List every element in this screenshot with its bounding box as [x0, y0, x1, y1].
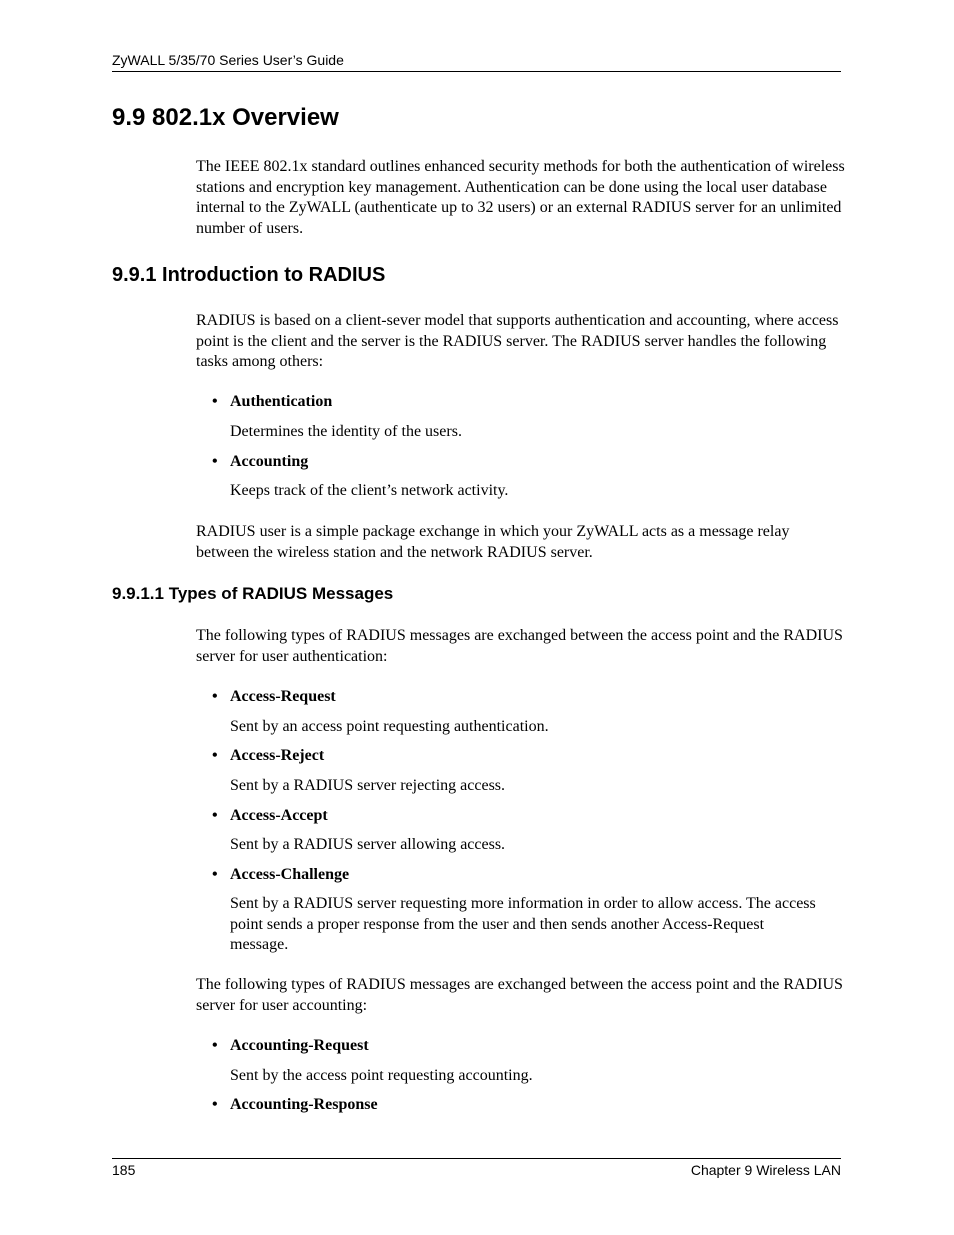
- page-number: 185: [112, 1162, 136, 1178]
- header-rule: [112, 71, 841, 72]
- section-heading-802-1x-overview: 9.9 802.1x Overview: [112, 104, 339, 131]
- acct-messages-intro: The following types of RADIUS messages are exchanged between the access point and the RADIUS server for user accounting:: [196, 976, 843, 1014]
- footer-rule: [112, 1158, 841, 1159]
- bullet-description-authentication: Determines the identity of the users.: [230, 423, 462, 440]
- bullet-dot: •: [212, 393, 218, 410]
- bullet-dot: •: [212, 807, 218, 824]
- bullet-access-request: [212, 687, 336, 707]
- bullet-term: Access-Reject: [230, 747, 325, 764]
- bullet-term: Accounting-Response: [230, 1096, 378, 1113]
- bullet-description-accounting: Keeps track of the client’s network activity.: [230, 482, 509, 499]
- bullet-accounting-response: [212, 1095, 378, 1115]
- auth-messages-intro: The following types of RADIUS messages are exchanged between the access point and the RADIUS server for user authentication:: [196, 627, 843, 665]
- bullet-description-access-accept: Sent by a RADIUS server allowing access.: [230, 836, 506, 853]
- bullet-access-reject: [212, 746, 324, 766]
- radius-intro-paragraph: RADIUS is based on a client-sever model that supports authentication and accounting, where access point is the client and the server is the RADIUS server. The RADIUS server handles the following tasks among others:: [196, 312, 839, 370]
- bullet-dot: •: [212, 453, 218, 470]
- bullet-dot: •: [212, 866, 218, 883]
- bullet-description-accounting-request: Sent by the access point requesting accounting.: [230, 1067, 533, 1084]
- bullet-dot: •: [212, 1096, 218, 1113]
- bullet-term: Authentication: [230, 393, 333, 410]
- section-heading-types-of-radius-messages: 9.9.1.1 Types of RADIUS Messages: [112, 584, 394, 603]
- bullet-term: Access-Request: [230, 688, 336, 705]
- bullet-dot: •: [212, 747, 218, 764]
- bullet-description-access-request: Sent by an access point requesting authentication.: [230, 718, 549, 735]
- section-heading-introduction-to-radius: 9.9.1 Introduction to RADIUS: [112, 264, 386, 286]
- bullet-dot: •: [212, 1037, 218, 1054]
- overview-paragraph: The IEEE 802.1x standard outlines enhanced security methods for both the authentication of wireless stations and encryption key management. Authentication can be done using the local user database internal to the ZyWALL (authenticate up to 32 users) or an external RADIUS server for an unlimited number of users.: [196, 158, 845, 237]
- footer-chapter-label: Chapter 9 Wireless LAN: [690, 1162, 841, 1178]
- bullet-accounting-request: [212, 1036, 369, 1056]
- bullet-term: Accounting-Request: [230, 1037, 369, 1054]
- bullet-term: Access-Accept: [230, 807, 328, 824]
- bullet-term: Accounting: [230, 453, 309, 470]
- bullet-dot: •: [212, 688, 218, 705]
- bullet-description-access-challenge: Sent by a RADIUS server requesting more information in order to allow access. The access point sends a proper response from the user and then sends another Access-Request message.: [230, 895, 816, 953]
- radius-closing-paragraph: RADIUS user is a simple package exchange in which your ZyWALL acts as a message relay between the wireless station and the network RADIUS server.: [196, 523, 790, 561]
- bullet-access-accept: [212, 806, 328, 826]
- bullet-authentication: [212, 392, 332, 412]
- bullet-term: Access-Challenge: [230, 866, 350, 883]
- bullet-description-access-reject: Sent by a RADIUS server rejecting access.: [230, 777, 506, 794]
- running-header: ZyWALL 5/35/70 Series User’s Guide: [112, 52, 344, 68]
- bullet-accounting: [212, 452, 308, 472]
- bullet-access-challenge: [212, 865, 349, 885]
